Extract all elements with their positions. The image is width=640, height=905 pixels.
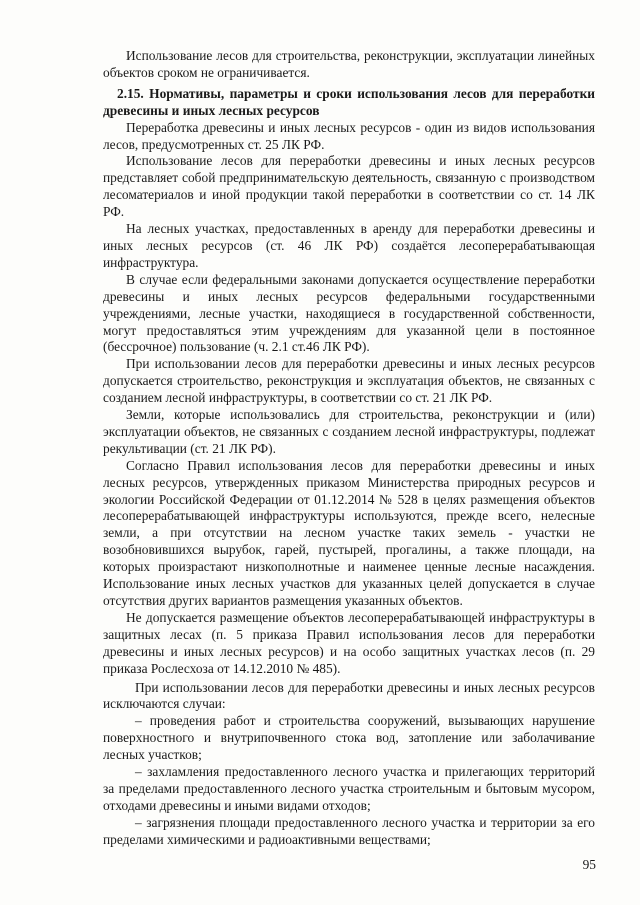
paragraph-linear-objects: Использование лесов для строительства, реконструкции, эксплуатации линейных объектов сроком не ограничивается. (103, 48, 595, 80)
paragraph-recultivation: Земли, которые использовались для строительства, реконструкции и (или) эксплуатации объектов, не связанных с созданием лесной инфраструктуры, подлежат рекультивации (ст. 21 ЛК РФ). (103, 407, 595, 456)
paragraph-placement-rules: Согласно Правил использования лесов для переработки древесины и иных лесных ресурсов, утвержденных приказом Министерства природных ресурсов и экологии Российской Федерации от 01.12.2014 № 528 в целях размещения объектов лесоперерабатывающей инфраструктуры используются, прежде всего, нелесные земли, а при отсутствии на лесном участке таких земель - участки не возобновившихся вырубок, гарей, пустырей, прогалины, а также площади, на которых произрастают низкополнотные и наименее ценные лесные насаждения. Использование иных лесных участков для указанных целей допускается в случае отсутствия других вариантов размещения указанных объектов. (103, 457, 595, 608)
paragraph-lease-infrastructure: На лесных участках, предоставленных в аренду для переработки древесины и иных лесных ресурсов (ст. 46 ЛК РФ) создаётся лесоперерабатывающая инфраструктура. (103, 221, 595, 270)
section-heading-2-15: 2.15. Нормативы, параметры и сроки использования лесов для переработки древесины и иных лесных ресурсов (103, 85, 595, 118)
list-item-runoff-disruption: – проведения работ и строительства сооружений, вызывающих нарушение поверхностного и внутрипочвенного стока вод, затопление или заболачивание лесных участков; (103, 713, 595, 763)
paragraph-construction-allowed: При использовании лесов для переработки древесины и иных лесных ресурсов допускается строительство, реконструкция и эксплуатация объектов, не связанных с созданием лесной инфраструктуры, в соответствии со ст. 21 ЛК РФ. (103, 356, 595, 406)
paragraph-federal-institutions: В случае если федеральными законами допускается осуществление переработки древесины и иных лесных ресурсов федеральными государственными учреждениями, лесные участки, находящиеся в государственной собственности, могут предоставляться этим учреждениям для указанной цели в постоянное (бессрочное) пользование (ч. 2.1 ст.46 ЛК РФ). (103, 271, 595, 355)
paragraph-processing-definition: Переработка древесины и иных лесных ресурсов - один из видов использования лесов, предусмотренных ст. 25 ЛК РФ. (103, 119, 595, 152)
list-item-littering: – захламления предоставленного лесного участка и прилегающих территорий за пределами предоставленного лесного участка строительным и бытовым мусором, отходами древесины и иными видами отходов; (103, 764, 595, 813)
list-item-pollution: – загрязнения площади предоставленного лесного участка и территории за его пределами химическими и радиоактивными веществами; (103, 814, 595, 847)
paragraph-entrepreneurial-activity: Использование лесов для переработки древесины и иных лесных ресурсов представляет собой предпринимательскую деятельность, связанную с производством лесоматериалов и иной продукции такой переработки в соответствии со ст. 14 ЛК РФ. (103, 153, 595, 220)
paragraph-excluded-cases-intro: При использовании лесов для переработки древесины и иных лесных ресурсов исключаются случаи: (103, 679, 595, 712)
paragraph-protective-forests: Не допускается размещение объектов лесоперерабатывающей инфраструктуры в защитных лесах (п. 5 приказа Правил использования лесов для переработки древесины и иных лесных ресурсов) и на особо защитных участках лесов (п. 29 приказа Рослесхоза от 14.12.2010 № 485). (103, 609, 595, 676)
page-number: 95 (582, 857, 596, 872)
document-body (103, 48, 595, 849)
